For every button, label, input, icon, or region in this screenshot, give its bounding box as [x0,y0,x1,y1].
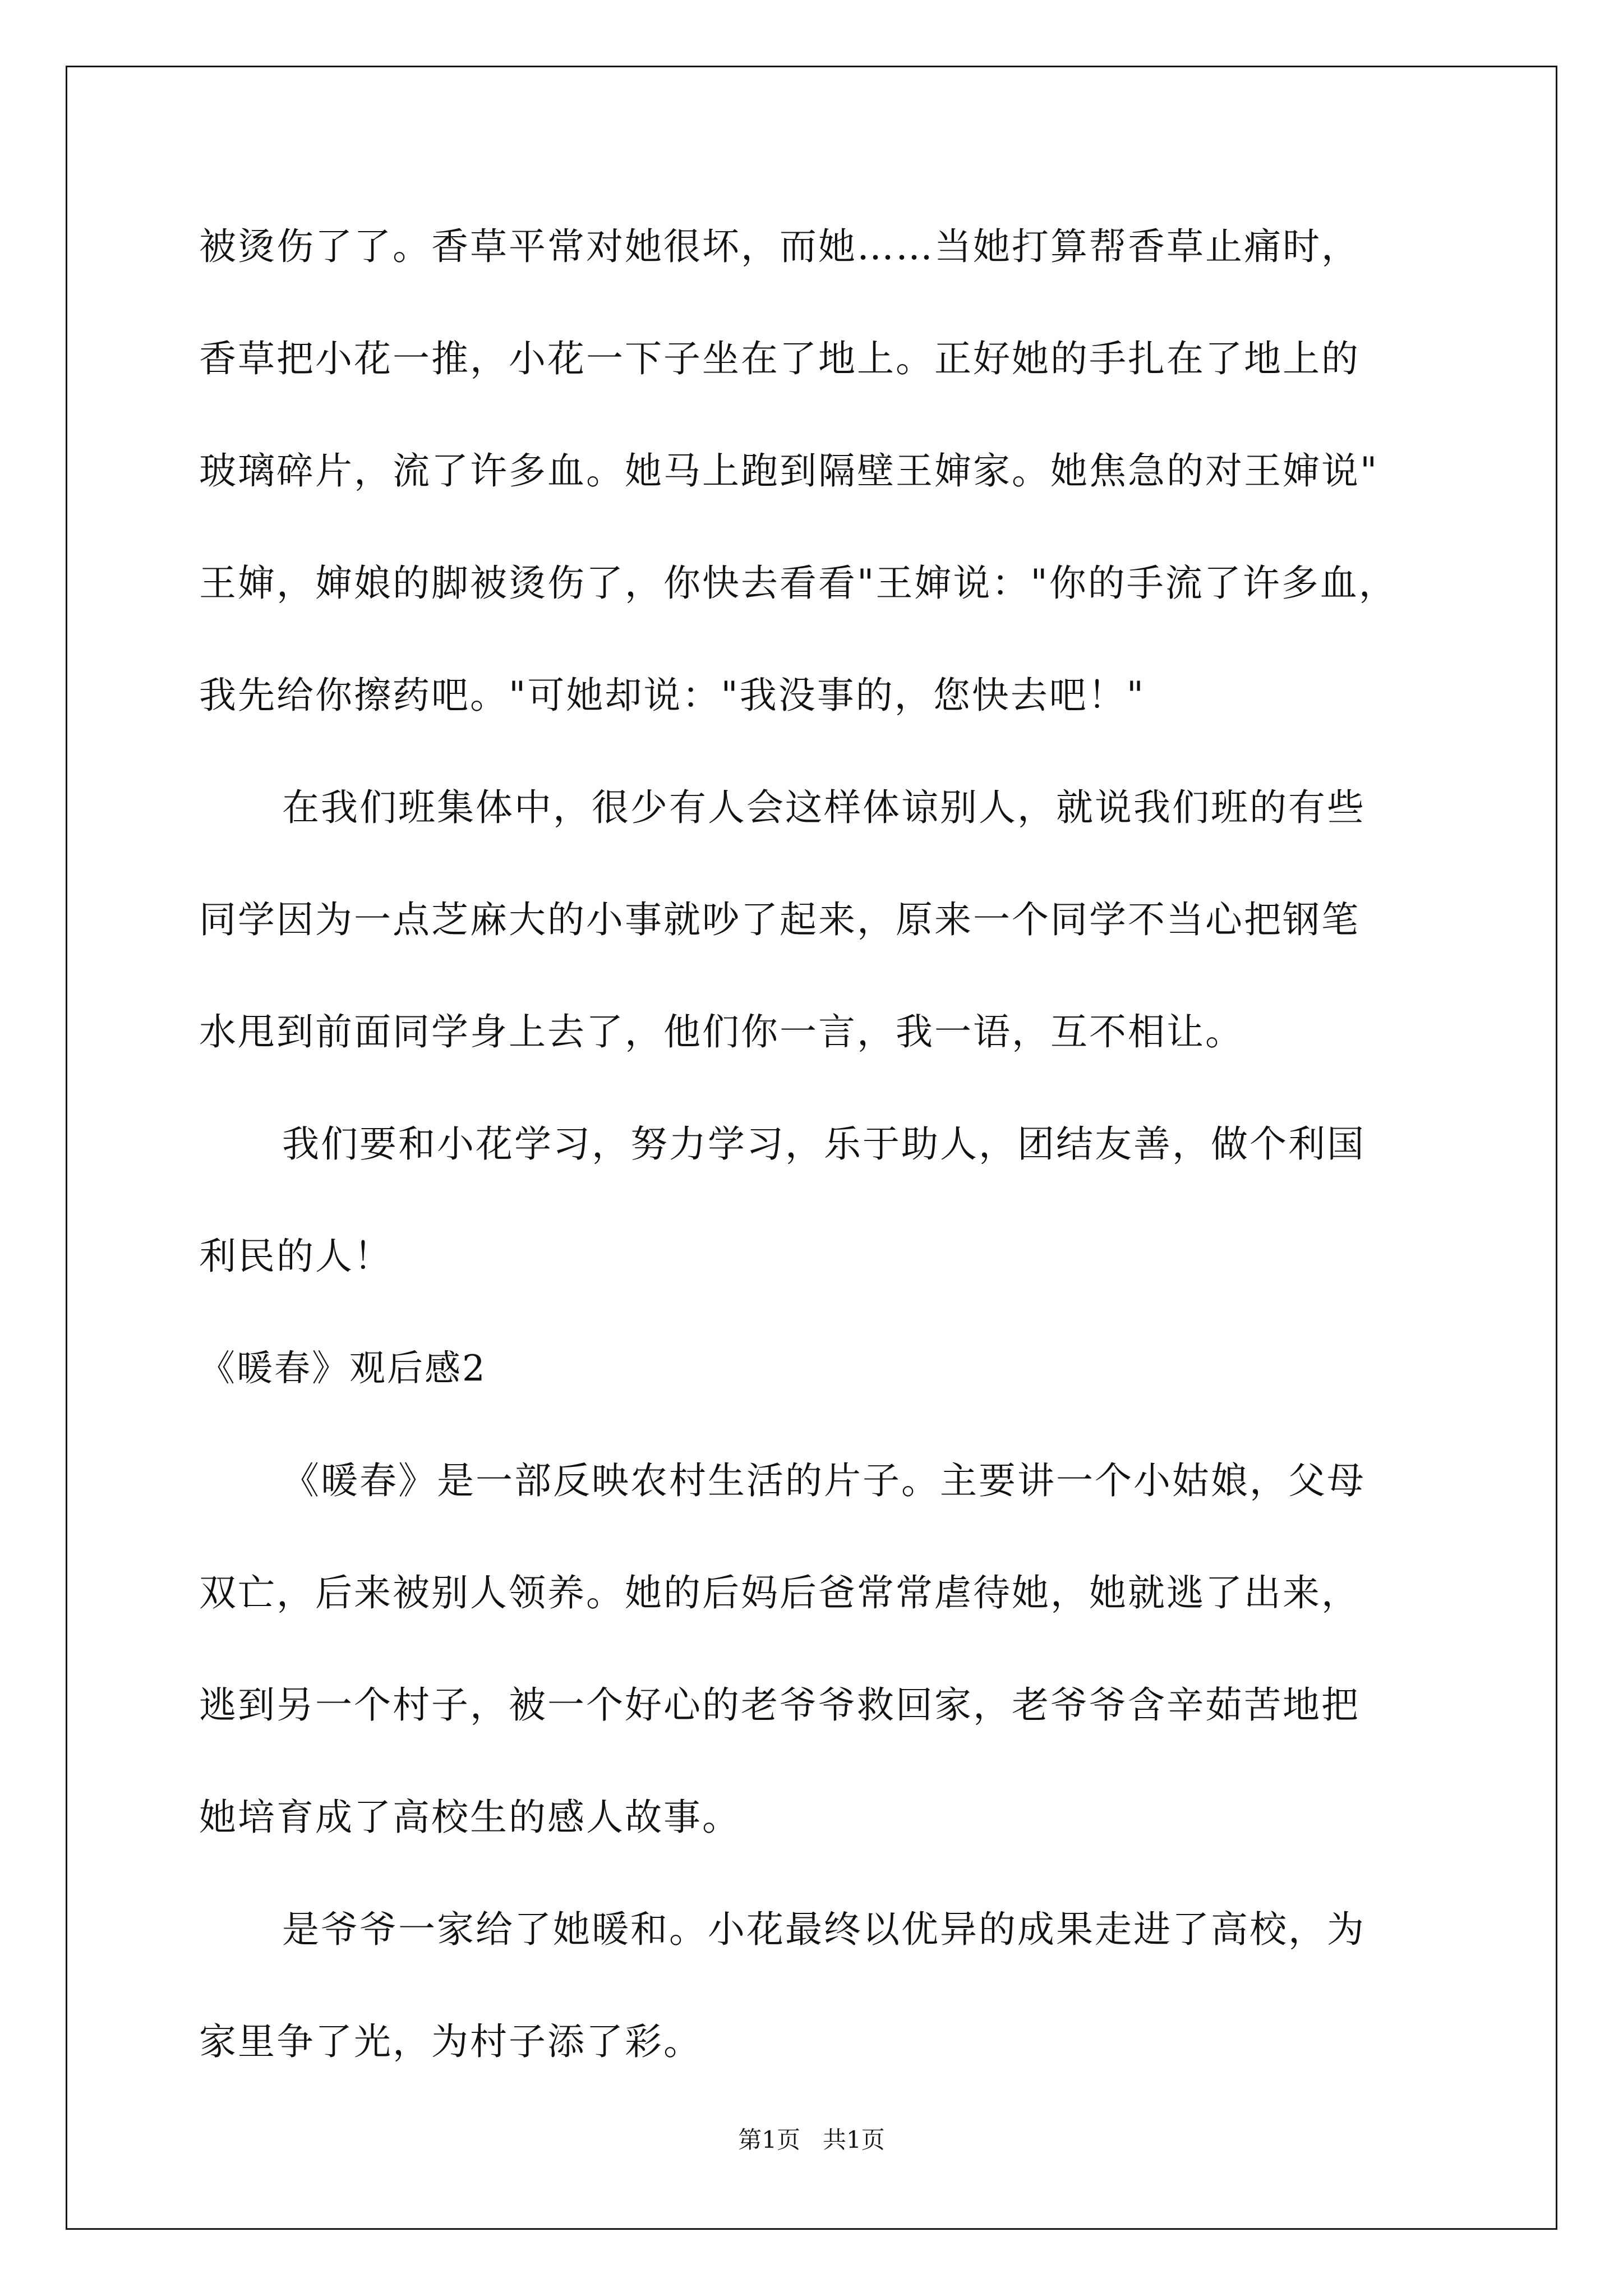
text-line: 在我们班集体中，很少有人会这样体谅别人，就说我们班的有些 [282,786,1366,829]
text-line: 逃到另一个村子，被一个好心的老爷爷救回家，老爷爷含辛茹苦地把 [199,1683,1360,1727]
text-line: 双亡，后来被别人领养。她的后妈后爸常常虐待她，她就逃了出来， [199,1571,1360,1614]
text-line: 她培育成了高校生的感人故事。 [199,1796,741,1839]
document-body [199,191,1433,2098]
text-line: 我们要和小花学习，努力学习，乐于助人，团结友善，做个利国 [282,1122,1366,1166]
text-line: 香草把小花一推，小花一下子坐在了地上。正好她的手扎在了地上的 [199,337,1360,380]
text-line: 《暖春》是一部反映农村生活的片子。主要讲一个小姑娘，父母 [282,1459,1366,1502]
page-number-footer: 第1页 共1页 [738,2126,885,2154]
text-line: 王婶，婶娘的脚被烫伤了，你快去看看"王婶说："你的手流了许多血， [199,562,1398,605]
text-line: 同学因为一点芝麻大的小事就吵了起来，原来一个同学不当心把钢笔 [199,898,1360,941]
text-line: 玻璃碎片，流了许多血。她马上跑到隔壁王婶家。她焦急的对王婶说" [199,449,1379,493]
text-line: 水甩到前面同学身上去了，他们你一言，我一语，互不相让。 [199,1010,1244,1053]
section-heading: 《暖春》观后感2 [199,1348,487,1389]
text-line: 是爷爷一家给了她暖和。小花最终以优异的成果走进了高校，为 [282,1908,1366,1951]
text-line: 利民的人！ [199,1235,393,1278]
text-line: 被烫伤了了。香草平常对她很坏，而她……当她打算帮香草止痛时， [199,225,1360,268]
text-line: 家里争了光，为村子添了彩。 [199,2020,702,2063]
text-line: 我先给你擦药吧。"可她却说："我没事的，您快去吧！" [199,674,1146,717]
